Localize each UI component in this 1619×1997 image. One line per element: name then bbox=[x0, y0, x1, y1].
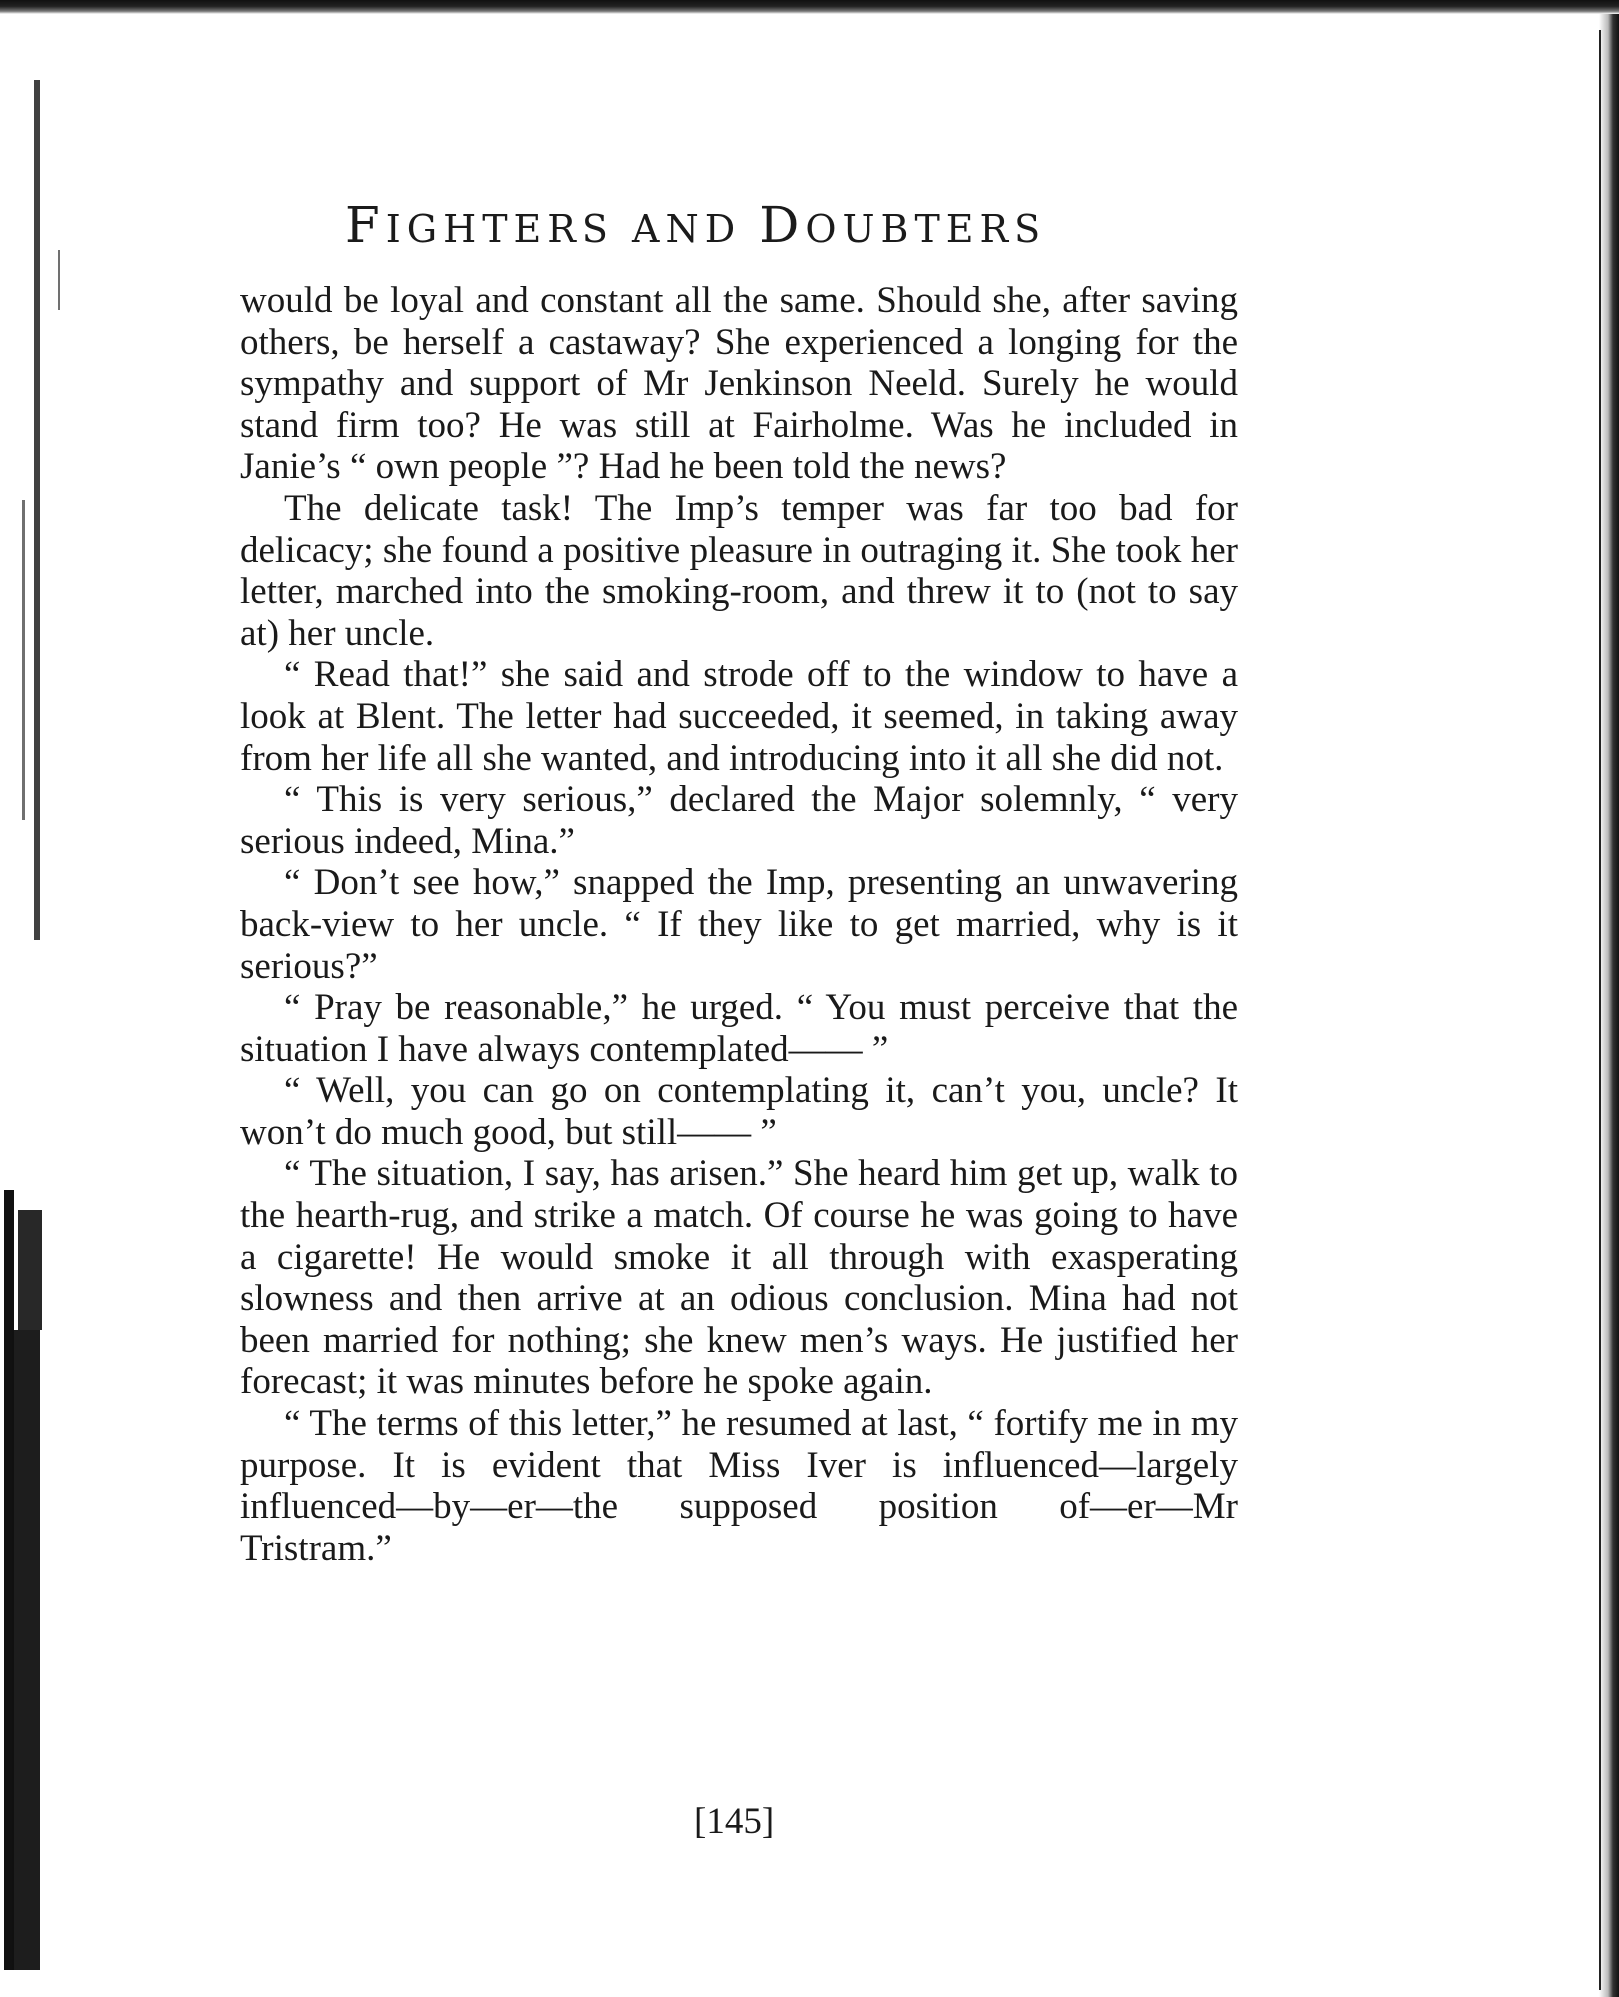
paragraph: The delicate task! The Imp’s temper was far too bad for delicacy; she found a positive pleasure in outraging it. She took her letter, marched into the smoking-room, and threw it to (not to say at) her uncle. bbox=[240, 487, 1238, 654]
running-head-word: IGHTERS bbox=[385, 207, 633, 251]
scan-top-edge bbox=[0, 0, 1619, 14]
paragraph: “ This is very serious,” declared the Major solemnly, “ very serious indeed, Mina.” bbox=[240, 779, 1238, 862]
scan-gutter-line bbox=[1599, 30, 1601, 1990]
running-head-initial: F bbox=[345, 196, 386, 254]
paragraph: “ Read that!” she said and strode off to the window to have a look at Blent. The letter had succeeded, it seemed, in taking away from her life all she wanted, and introducing into it all she did not. bbox=[240, 654, 1238, 779]
running-head-word: OUBTERS bbox=[805, 207, 1047, 251]
paragraph: “ Well, you can go on contemplating it, can’t you, uncle? It won’t do much good, but still—— ” bbox=[240, 1070, 1238, 1153]
scan-shadow-mark bbox=[12, 1330, 40, 1970]
paragraph: “ The terms of this letter,” he resumed at last, “ fortify me in my purpose. It is evident that Miss Iver is influenced—largely influenced—by—er—the supposed position of—er—Mr Tristram.” bbox=[240, 1403, 1238, 1569]
scan-right-edge bbox=[1599, 14, 1619, 1997]
paragraph: “ Don’t see how,” snapped the Imp, presenting an unwavering back-view to her uncle. “ If they like to get married, why is it serious?” bbox=[240, 862, 1238, 987]
scan-shadow-mark bbox=[58, 250, 60, 310]
page-number: [145] bbox=[694, 1801, 775, 1842]
paragraph: “ The situation, I say, has arisen.” She heard him get up, walk to the hearth-rug, and strike a match. Of course he was going to have a cigarette! He would smoke it all through with exasperating slowness and then arrive at an odious conclusion. Mina had not been married for nothing; she knew men’s ways. He justified her forecast; it was minutes before he spoke again. bbox=[240, 1153, 1238, 1403]
scan-shadow-mark bbox=[34, 80, 40, 940]
running-head-word: AND bbox=[632, 207, 760, 251]
running-head bbox=[345, 196, 1145, 254]
scan-shadow-mark bbox=[18, 1210, 42, 1330]
scan-shadow-mark bbox=[22, 500, 25, 820]
running-head-initial: D bbox=[759, 196, 806, 254]
paragraph: would be loyal and constant all the same. Should she, after saving others, be herself a castaway? She experienced a longing for the sympathy and support of Mr Jenkinson Neeld. Surely he would stand firm too? He was still at Fairholme. Was he included in Janie’s “ own people ”? Had he been told the news? bbox=[240, 280, 1238, 488]
paragraph: “ Pray be reasonable,” he urged. “ You must perceive that the situation I have always contemplated—— ” bbox=[240, 987, 1238, 1070]
body-text bbox=[240, 280, 1238, 1569]
